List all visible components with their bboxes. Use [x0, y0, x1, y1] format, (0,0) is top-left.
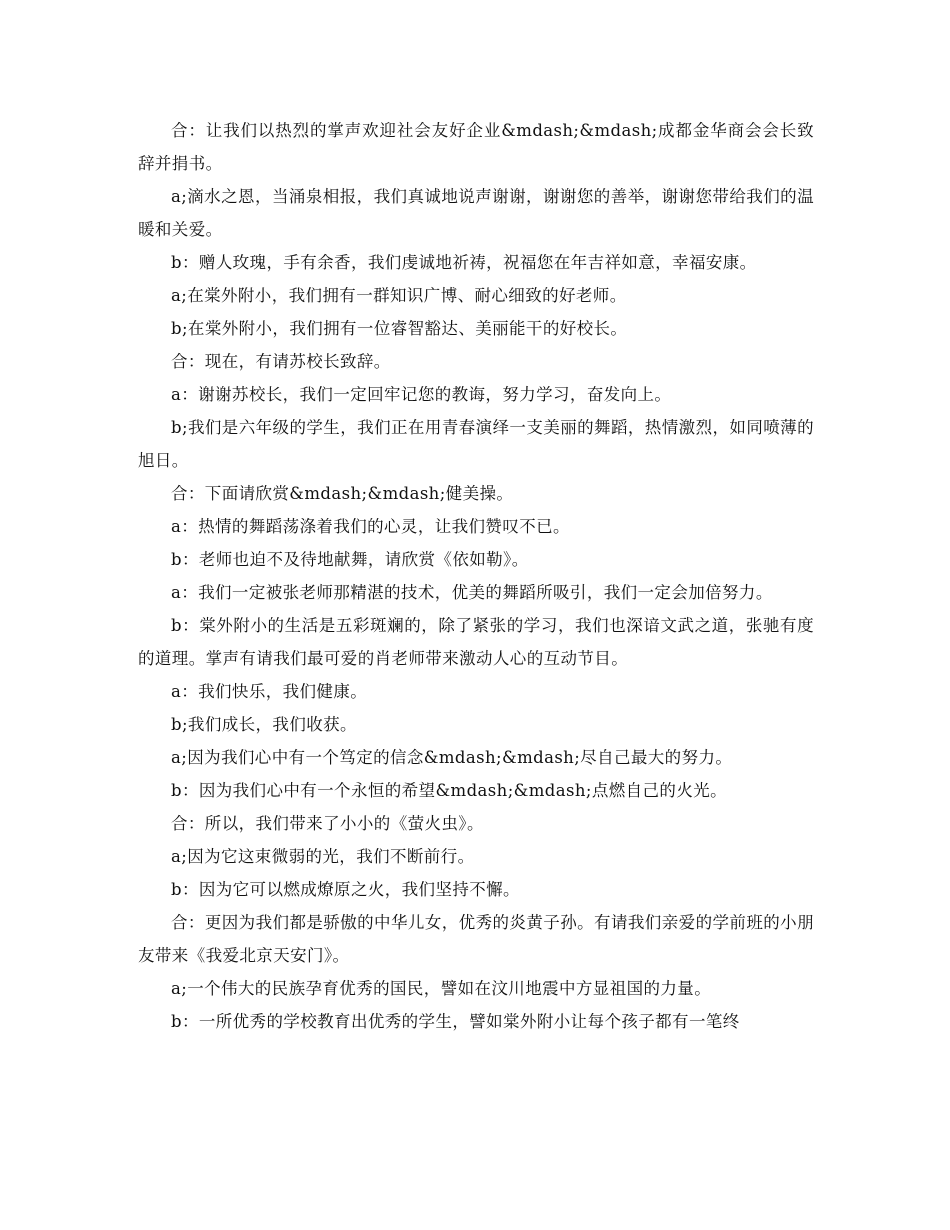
paragraph: 合：更因为我们都是骄傲的中华儿女，优秀的炎黄子孙。有请我们亲爱的学前班的小朋友带来《我爱北京天安门》。 [138, 913, 814, 965]
paragraph: 合：让我们以热烈的掌声欢迎社会友好企业&mdash;&mdash;成都金华商会会长致辞并捐书。 [138, 121, 814, 173]
paragraph: b：老师也迫不及待地献舞，请欣赏《依如勒》。 [171, 550, 529, 569]
paragraph: a;因为我们心中有一个笃定的信念&mdash;&mdash;尽自己最大的努力。 [171, 748, 733, 767]
paragraph: a：热情的舞蹈荡涤着我们的心灵，让我们赞叹不已。 [171, 517, 570, 536]
paragraph: b：赠人玫瑰，手有余香，我们虔诚地祈祷，祝福您在年吉祥如意，幸福安康。 [171, 253, 757, 272]
paragraph: b：因为我们心中有一个永恒的希望&mdash;&mdash;点燃自己的火光。 [171, 781, 728, 800]
paragraph: b：一所优秀的学校教育出优秀的学生，譬如棠外附小让每个孩子都有一笔终 [171, 1012, 740, 1031]
paragraph: b：因为它可以燃成燎原之火，我们坚持不懈。 [171, 880, 520, 899]
paragraph: 合：现在，有请苏校长致辞。 [171, 352, 391, 371]
paragraph: 合：所以，我们带来了小小的《萤火虫》。 [171, 814, 484, 833]
paragraph: a;一个伟大的民族孕育优秀的国民，譬如在汶川地震中方显祖国的力量。 [171, 979, 712, 998]
paragraph: b;我们成长，我们收获。 [171, 715, 357, 734]
paragraph: a;滴水之恩，当涌泉相报，我们真诚地说声谢谢，谢谢您的善举，谢谢您带给我们的温暖和关爱。 [138, 187, 814, 239]
paragraph: a：谢谢苏校长，我们一定回牢记您的教诲，努力学习，奋发向上。 [171, 385, 672, 404]
paragraph: a：我们一定被张老师那精湛的技术，优美的舞蹈所吸引，我们一定会加倍努力。 [171, 583, 773, 602]
document-body [138, 114, 814, 1038]
paragraph: a：我们快乐，我们健康。 [171, 682, 368, 701]
paragraph: b：棠外附小的生活是五彩斑斓的，除了紧张的学习，我们也深谙文武之道，张驰有度的道理。掌声有请我们最可爱的肖老师带来激动人心的互动节目。 [138, 616, 814, 668]
paragraph: a;因为它这束微弱的光，我们不断前行。 [171, 847, 475, 866]
paragraph: a;在棠外附小，我们拥有一群知识广博、耐心细致的好老师。 [171, 286, 627, 305]
paragraph: b;我们是六年级的学生，我们正在用青春演绎一支美丽的舞蹈，热情激烈，如同喷薄的旭日。 [138, 418, 814, 470]
paragraph: 合：下面请欣赏&mdash;&mdash;健美操。 [171, 484, 514, 503]
paragraph: b;在棠外附小，我们拥有一位睿智豁达、美丽能干的好校长。 [171, 319, 628, 338]
